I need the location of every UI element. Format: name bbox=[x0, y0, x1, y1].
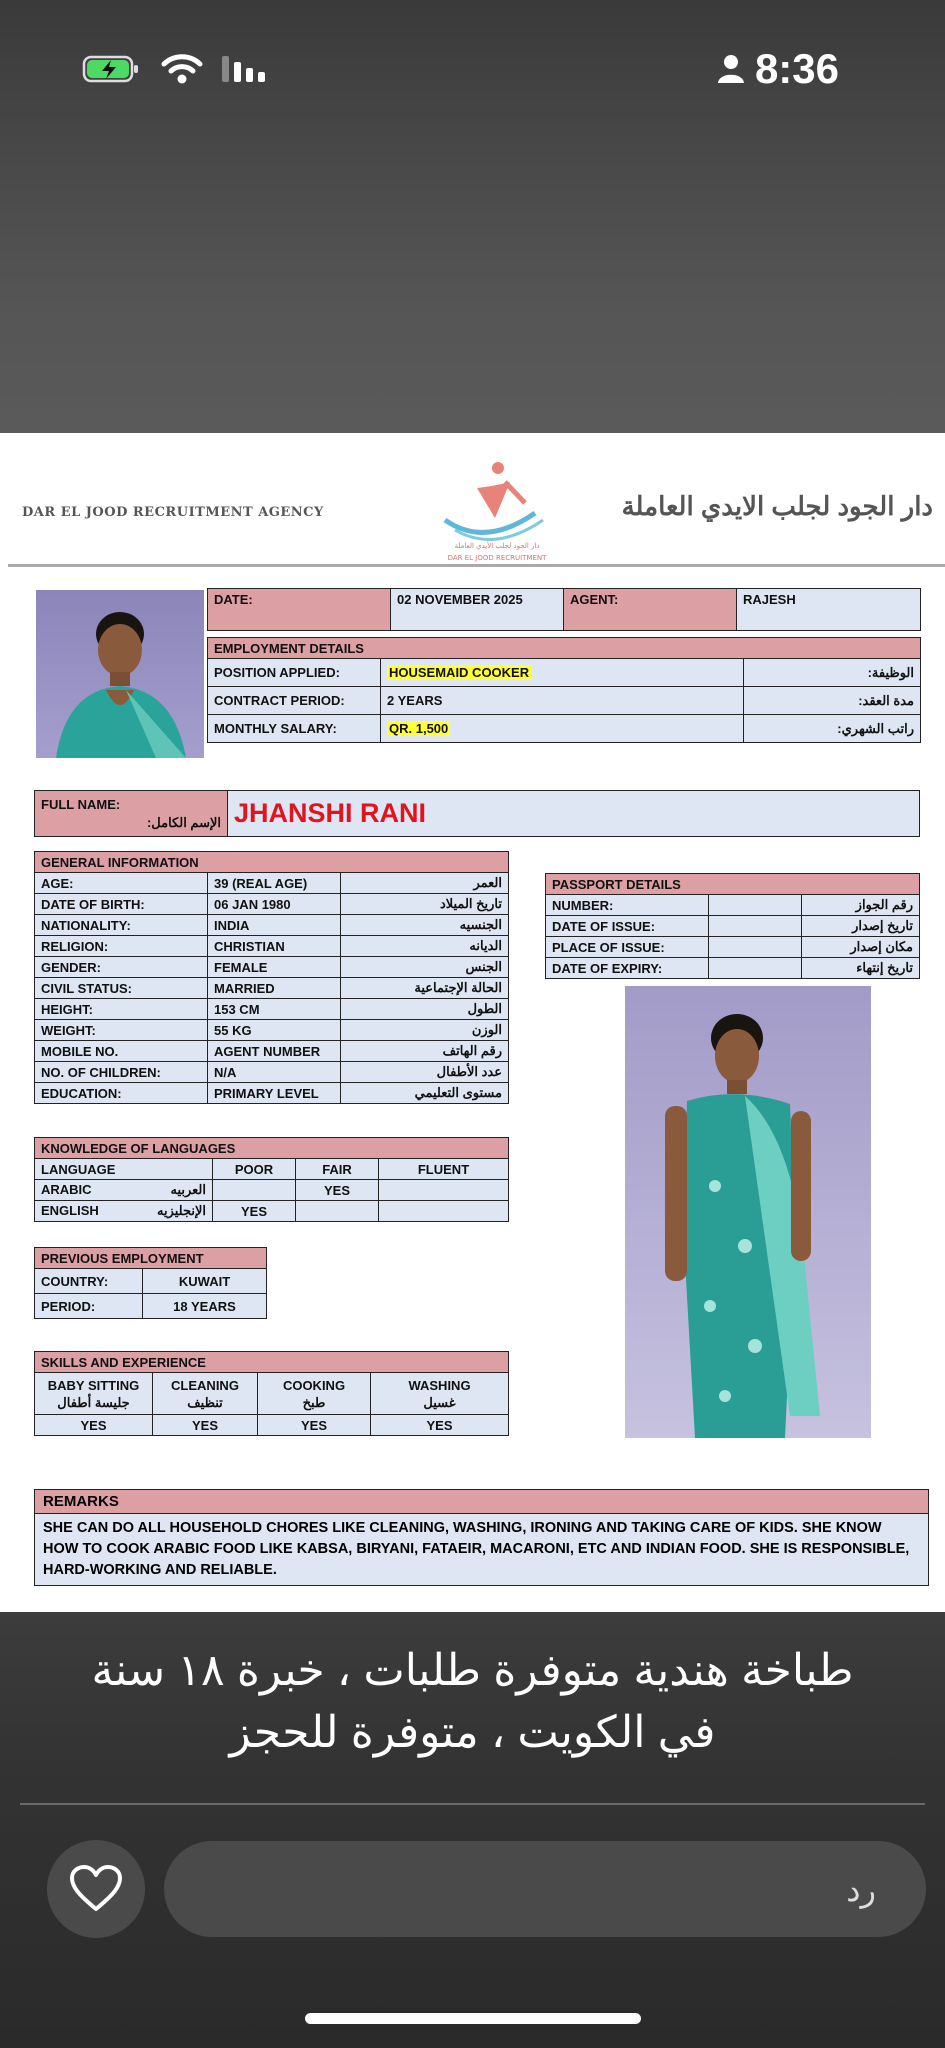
general-arabic: الحالة الإجتماعية bbox=[341, 978, 509, 999]
passport-label: NUMBER: bbox=[546, 895, 709, 916]
language-name-cell bbox=[35, 1180, 213, 1201]
general-arabic: تاريخ الميلاد bbox=[341, 894, 509, 915]
skill-name: WASHING bbox=[408, 1377, 471, 1393]
previous-value: KUWAIT bbox=[143, 1269, 267, 1294]
general-label: AGE: bbox=[35, 873, 208, 894]
date-label: DATE: bbox=[208, 589, 391, 631]
remarks-title: REMARKS bbox=[35, 1490, 928, 1514]
caption-line-2: في الكويت ، متوفرة للحجز bbox=[229, 1708, 716, 1757]
header-divider bbox=[8, 564, 945, 567]
general-arabic: رقم الهاتف bbox=[341, 1041, 509, 1062]
languages-header-fair: FAIR bbox=[296, 1159, 379, 1180]
caption-divider bbox=[20, 1803, 925, 1805]
remarks-box bbox=[34, 1489, 929, 1586]
languages-title: KNOWLEDGE OF LANGUAGES bbox=[35, 1138, 509, 1159]
full-name-value: JHANSHI RANI bbox=[228, 791, 920, 837]
skill-name: BABY SITTING bbox=[47, 1377, 140, 1393]
general-value: AGENT NUMBER bbox=[208, 1041, 341, 1062]
general-arabic: الجنس bbox=[341, 957, 509, 978]
logo-arabic-text: دار الجود لجلب الأيدي العاملة bbox=[454, 542, 540, 550]
general-arabic: العمر bbox=[341, 873, 509, 894]
skill-arabic: جليسة أطفال bbox=[57, 1394, 130, 1410]
cv-document-image bbox=[0, 433, 945, 1612]
story-caption bbox=[40, 1640, 905, 1764]
remarks-text: SHE CAN DO ALL HOUSEHOLD CHORES LIKE CLEANING, WASHING, IRONING AND TAKING CARE OF KIDS. SHE KNOW HOW TO COOK ARABIC FOOD LIKE KABSA, BIRYANI, FATAEIR, MACARONI, ETC AND INDIAN FOOD. SHE IS RESPONSIBLE, HARD-WORKING AND RELIABLE. bbox=[35, 1514, 928, 1585]
logo-english-text: DAR EL JOOD RECRUITMENT bbox=[447, 554, 547, 562]
status-bar bbox=[0, 44, 945, 94]
date-agent-table bbox=[207, 588, 921, 631]
general-label: MOBILE NO. bbox=[35, 1041, 208, 1062]
passport-arabic: تاريخ إصدار bbox=[802, 916, 920, 937]
general-value: N/A bbox=[208, 1062, 341, 1083]
agency-name-arabic: دار الجود لجلب الايدي العاملة bbox=[621, 491, 933, 521]
language-arabic: العربيه bbox=[170, 1182, 206, 1197]
general-information-title: GENERAL INFORMATION bbox=[35, 852, 509, 873]
skill-value: YES bbox=[371, 1415, 509, 1436]
general-label: RELIGION: bbox=[35, 936, 208, 957]
general-value: 06 JAN 1980 bbox=[208, 894, 341, 915]
general-information-table bbox=[34, 851, 509, 1104]
passport-arabic: مكان إصدار bbox=[802, 937, 920, 958]
passport-details-title: PASSPORT DETAILS bbox=[546, 874, 920, 895]
skill-header-cell bbox=[371, 1373, 509, 1415]
languages-header-poor: POOR bbox=[213, 1159, 296, 1180]
skill-name: COOKING bbox=[282, 1377, 346, 1393]
general-value: PRIMARY LEVEL bbox=[208, 1083, 341, 1104]
full-name-table bbox=[34, 790, 920, 837]
applicant-portrait-photo bbox=[36, 590, 204, 758]
passport-label: DATE OF ISSUE: bbox=[546, 916, 709, 937]
language-fair: YES bbox=[296, 1180, 379, 1201]
languages-header-fluent: FLUENT bbox=[379, 1159, 509, 1180]
agency-name-english: DAR EL JOOD RECRUITMENT AGENCY bbox=[22, 505, 324, 520]
languages-table bbox=[34, 1137, 509, 1222]
employment-value: HOUSEMAID COOKER bbox=[389, 665, 530, 680]
language-name-cell bbox=[35, 1201, 213, 1222]
general-value: FEMALE bbox=[208, 957, 341, 978]
general-label: HEIGHT: bbox=[35, 999, 208, 1020]
battery-charging-icon bbox=[82, 54, 140, 84]
applicant-full-body-photo bbox=[625, 986, 871, 1438]
passport-value-cell bbox=[709, 937, 802, 958]
skill-arabic: طبخ bbox=[302, 1394, 326, 1410]
agency-header bbox=[0, 433, 945, 568]
agent-value: RAJESH bbox=[737, 589, 921, 631]
general-label: NO. OF CHILDREN: bbox=[35, 1062, 208, 1083]
employment-arabic: الوظيفة: bbox=[744, 659, 921, 687]
general-label: GENDER: bbox=[35, 957, 208, 978]
languages-header-language: LANGUAGE bbox=[35, 1159, 213, 1180]
skill-header-cell bbox=[258, 1373, 371, 1415]
previous-label: PERIOD: bbox=[35, 1294, 143, 1319]
employment-details-table bbox=[207, 637, 921, 743]
employment-value: 2 YEARS bbox=[381, 687, 744, 715]
language-name: ARABIC bbox=[41, 1182, 92, 1197]
passport-arabic: رقم الجواز bbox=[802, 895, 920, 916]
date-value: 02 NOVEMBER 2025 bbox=[391, 589, 564, 631]
general-value: 39 (REAL AGE) bbox=[208, 873, 341, 894]
general-arabic: الطول bbox=[341, 999, 509, 1020]
passport-label: PLACE OF ISSUE: bbox=[546, 937, 709, 958]
language-poor: YES bbox=[213, 1201, 296, 1222]
skills-title: SKILLS AND EXPERIENCE bbox=[35, 1352, 509, 1373]
general-value: 55 KG bbox=[208, 1020, 341, 1041]
general-label: WEIGHT: bbox=[35, 1020, 208, 1041]
general-value: 153 CM bbox=[208, 999, 341, 1020]
full-name-label: FULL NAME: bbox=[41, 796, 121, 812]
general-arabic: الجنسيه bbox=[341, 915, 509, 936]
skill-header-cell bbox=[153, 1373, 258, 1415]
skill-name: CLEANING bbox=[171, 1377, 239, 1393]
skill-value: YES bbox=[153, 1415, 258, 1436]
passport-label: DATE OF EXPIRY: bbox=[546, 958, 709, 979]
general-value: INDIA bbox=[208, 915, 341, 936]
previous-value: 18 YEARS bbox=[143, 1294, 267, 1319]
clock-time: 8:36 bbox=[754, 45, 839, 92]
skill-arabic: غسيل bbox=[423, 1394, 456, 1410]
agent-label: AGENT: bbox=[564, 589, 737, 631]
reply-placeholder: رد bbox=[846, 1872, 876, 1908]
like-button[interactable] bbox=[47, 1840, 145, 1938]
home-indicator[interactable] bbox=[305, 2013, 641, 2024]
person-icon bbox=[717, 54, 745, 84]
general-arabic: الديانه bbox=[341, 936, 509, 957]
employment-label: POSITION APPLIED: bbox=[208, 659, 381, 687]
general-arabic: عدد الأطفال bbox=[341, 1062, 509, 1083]
passport-details-table bbox=[545, 873, 920, 979]
employment-label: CONTRACT PERIOD: bbox=[208, 687, 381, 715]
general-arabic: مستوى التعليمي bbox=[341, 1083, 509, 1104]
skill-arabic: تنظيف bbox=[187, 1394, 223, 1410]
previous-employment-title: PREVIOUS EMPLOYMENT bbox=[35, 1248, 267, 1269]
skill-header-cell bbox=[35, 1373, 153, 1415]
language-poor bbox=[213, 1180, 296, 1201]
skill-value: YES bbox=[258, 1415, 371, 1436]
language-arabic: الإنجليزيه bbox=[156, 1203, 206, 1218]
language-name: ENGLISH bbox=[41, 1203, 99, 1218]
passport-value-cell bbox=[709, 958, 802, 979]
previous-label: COUNTRY: bbox=[35, 1269, 143, 1294]
language-fluent bbox=[379, 1180, 509, 1201]
employment-arabic: مدة العقد: bbox=[744, 687, 921, 715]
full-name-label-arabic: الإسم الكامل: bbox=[146, 814, 221, 830]
skill-value: YES bbox=[35, 1415, 153, 1436]
employment-value: QR. 1,500 bbox=[389, 721, 449, 736]
passport-arabic: تاريخ إنتهاء bbox=[802, 958, 920, 979]
language-fluent bbox=[379, 1201, 509, 1222]
skills-table bbox=[34, 1351, 509, 1436]
general-label: EDUCATION: bbox=[35, 1083, 208, 1104]
employment-arabic: راتب الشهري: bbox=[744, 715, 921, 743]
passport-value-cell bbox=[709, 916, 802, 937]
general-label: DATE OF BIRTH: bbox=[35, 894, 208, 915]
general-label: CIVIL STATUS: bbox=[35, 978, 208, 999]
previous-employment-table bbox=[34, 1247, 267, 1319]
wifi-icon bbox=[160, 52, 204, 86]
reply-input[interactable] bbox=[164, 1841, 926, 1937]
general-value: CHRISTIAN bbox=[208, 936, 341, 957]
agency-logo-icon bbox=[425, 458, 570, 568]
cellular-signal-icon bbox=[220, 52, 270, 86]
caption-line-1: طباخة هندية متوفرة طلبات ، خبرة ١٨ سنة bbox=[91, 1646, 854, 1695]
passport-value-cell bbox=[709, 895, 802, 916]
general-label: NATIONALITY: bbox=[35, 915, 208, 936]
general-value: MARRIED bbox=[208, 978, 341, 999]
heart-icon bbox=[69, 1865, 123, 1913]
employment-details-title: EMPLOYMENT DETAILS bbox=[208, 638, 921, 659]
general-arabic: الوزن bbox=[341, 1020, 509, 1041]
language-fair bbox=[296, 1201, 379, 1222]
full-name-label-cell bbox=[35, 791, 228, 837]
employment-label: MONTHLY SALARY: bbox=[208, 715, 381, 743]
